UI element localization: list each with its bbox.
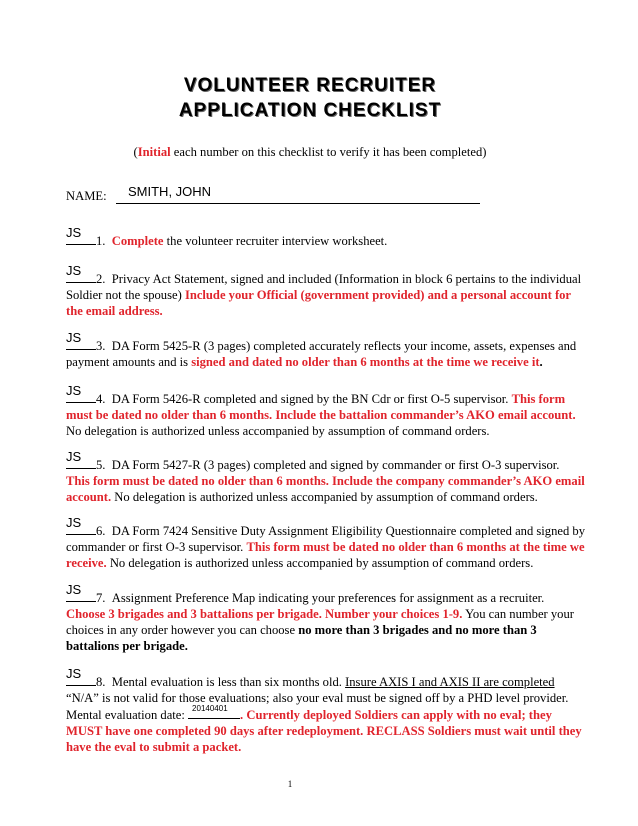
initial-field-4[interactable]: JS — [66, 390, 96, 403]
checklist-item-1: JS 1. Complete the volunteer recruiter interview worksheet. — [66, 225, 388, 248]
page-title-line2: APPLICATION CHECKLIST — [178, 100, 442, 121]
checklist-item-4: JS 4. DA Form 5426-R completed and signed by the BN Cdr or first O-5 supervisor. This form must be dated no older than 6 months. Include the battalion commander’s AKO email account. No delegation is authorized unless accompanied by assumption of command orders. — [66, 383, 576, 438]
name-field[interactable]: SMITH, JOHN — [128, 184, 212, 199]
checklist-item-7: JS 7. Assignment Preference Map indicating your preferences for assignment as a recruiter. Choose 3 brigades and 3 battalions per brigade. Number your choices 1-9. You can number your choices in any order however you can choose no more than 3 brigades and no more than 3 battalions per brigade. — [66, 582, 574, 653]
initial-keyword: Initial — [137, 145, 171, 159]
checklist-item-8: JS 8. Mental evaluation is less than six months old. Insure AXIS I and AXIS II are completed “N/A” is not valid for those evaluations; also your eval must be signed off by a PHD level provider. Mental evaluation date: 20140401 . Currently deployed Soldiers can apply with no eval; they MUST have one completed 90 days after redeployment. RECLASS Soldiers must wait until they have the eval to submit a packet. — [66, 666, 582, 754]
initial-field-5[interactable]: JS — [66, 456, 96, 469]
checklist-item-2: JS 2. Privacy Act Statement, signed and included (Information in block 6 pertains to the individual Soldier not the spouse) Include your Official (government provided) and a personal account for the email address. — [66, 263, 582, 318]
initial-field-6[interactable]: JS — [66, 522, 96, 535]
checklist-item-5: JS 5. DA Form 5427-R (3 pages) completed and signed by commander or first O-3 supervisor. This form must be dated no older than 6 months. Include the company commander’s AKO email account. No delegation is authorized unless accompanied by assumption of command orders. — [66, 449, 585, 504]
initial-field-3[interactable]: JS — [66, 337, 96, 350]
page-title-line1: VOLUNTEER RECRUITER — [183, 75, 437, 96]
initial-field-7[interactable]: JS — [66, 589, 96, 602]
initial-field-1[interactable]: JS — [66, 232, 96, 245]
mental-eval-date-field[interactable]: 20140401 — [188, 706, 240, 719]
name-label: NAME: — [66, 189, 107, 203]
checklist-item-6: JS 6. DA Form 7424 Sensitive Duty Assignment Eligibility Questionnaire completed and signed by commander or first O-3 supervisor. This form must be dated no older than 6 months at the time we receive. No delegation is authorized unless accompanied by assumption of command orders. — [66, 515, 586, 570]
checklist-item-3: JS 3. DA Form 5425-R (3 pages) completed accurately reflects your income, assets, expenses and payment amounts and is signed and dated no older than 6 months at the time we receive it. — [66, 330, 577, 369]
instructions: (Initial each number on this checklist to verify it has been completed) — [133, 145, 487, 159]
name-underline — [116, 203, 480, 204]
page-number: 1 — [287, 779, 293, 789]
initial-field-8[interactable]: JS — [66, 673, 96, 686]
initial-field-2[interactable]: JS — [66, 270, 96, 283]
